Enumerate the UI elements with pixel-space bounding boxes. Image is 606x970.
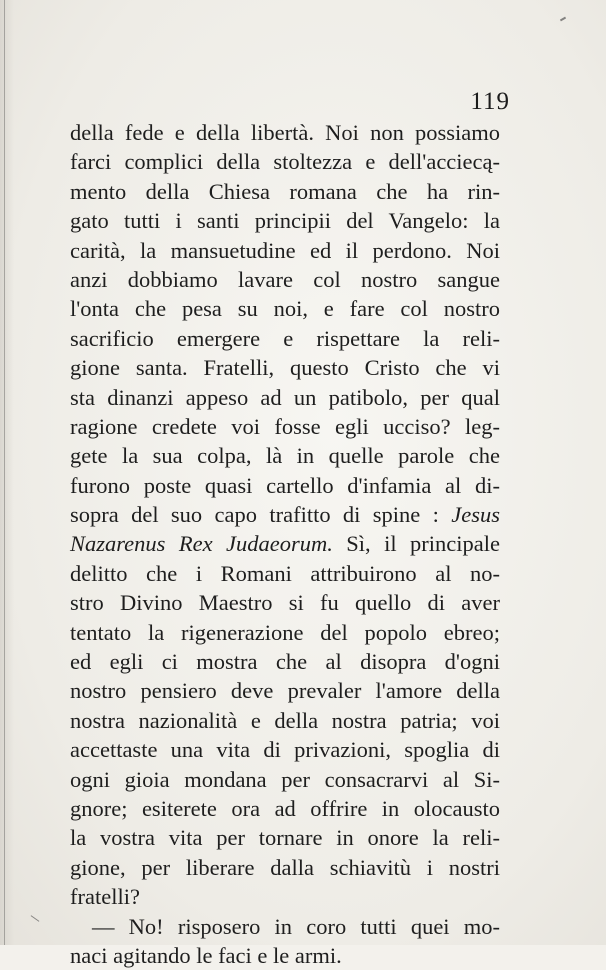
text-line: fratelli? [70,884,140,910]
page-edge-shadow [0,0,14,945]
text-line: l'onta che pesa su noi, e fare col nostro [70,296,500,322]
text-line: farci complici della stoltezza e dell'acciecą- [70,149,500,175]
text-line: della fede e della libertà. Noi non possiamo [70,120,500,145]
italic-latin-inscription: Jesus [451,502,500,528]
text-line: ed egli ci mostra che al disopra d'ogni [70,649,500,675]
binding-edge-line [4,0,5,945]
text-line: naci agitando le faci e le armi. [70,942,342,968]
print-speck [31,915,40,922]
text-line: ogni gioia mondana per consacrarvi al Si- [70,766,500,792]
text-line: nostro pensiero deve prevaler l'amore della [70,678,500,704]
text-line: gione, per liberare dalla schiavitù i nostri [70,854,500,880]
text-line: nostra nazionalità e della nostra patria; voi [70,707,500,733]
text-line: gete la sua colpa, là in quelle parole che [70,443,500,469]
text-line: carità, la mansuetudine ed il perdono. Noi [70,237,500,263]
text-line: stro Divino Maestro si fu quello di aver [70,590,500,616]
text-line: ragione credete voi fosse egli ucciso? leg- [70,413,500,439]
text-line: accettaste una vita di privazioni, spoglia di [70,737,500,763]
text-line [70,529,500,558]
text-line: la vostra vita per tornare in onore la reli- [70,825,500,851]
text-line: sta dinanzi appeso ad un patibolo, per qual [70,384,500,410]
print-speck [560,17,566,22]
text-segment: sopra del suo capo trafitto di spine : [70,502,452,528]
text-line: delitto che i Romani attribuirono al no- [70,560,500,586]
italic-latin-inscription: Nazarenus Rex Judaeorum. [70,531,333,557]
text-line [70,500,500,529]
text-line: furono poste quasi cartello d'infamia al di- [70,472,500,498]
text-line: mento della Chiesa romana che ha rin- [70,178,500,204]
body-text [70,118,500,970]
text-line: tentato la rigenerazione del popolo ebreo; [70,619,500,645]
text-line: gnore; esiterete ora ad offrire in olocausto [70,795,500,821]
text-line: sacrificio emergere e rispettare la reli- [70,325,500,351]
text-segment: Sì, il principale [332,531,500,557]
page-number: 119 [470,88,510,115]
text-line: anzi dobbiamo lavare col nostro sangue [70,266,500,292]
text-line: gione santa. Fratelli, questo Cristo che vi [70,355,500,381]
text-line: — No! risposero in coro tutti quei mo- [92,913,500,939]
text-line: gato tutti i santi principii del Vangelo: la [70,208,500,234]
